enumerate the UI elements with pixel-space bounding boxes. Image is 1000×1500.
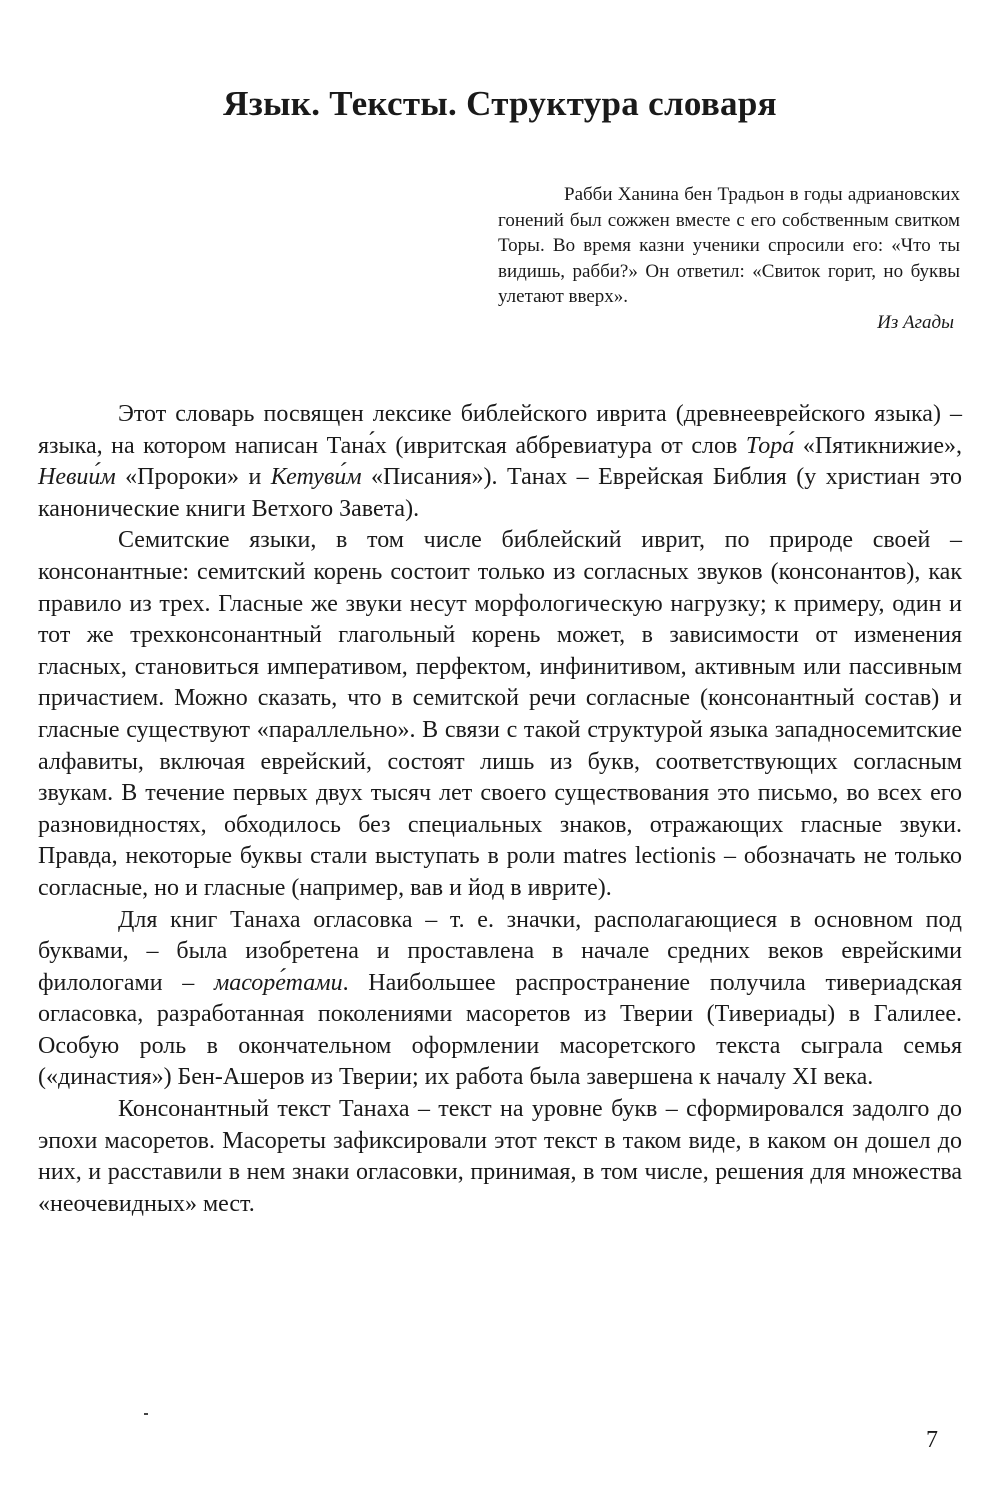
term-neviim: Невии́м [38, 464, 116, 491]
paragraph-text: «Писания»). Танах – Еврейская Библия (у христиан это канонические книги Ветхого Завета). [38, 464, 963, 522]
epigraph-text: Рабби Ханина бен Традьон в годы адриановских гонений был сожжен вместе с его собственным свитком Торы. Во время казни ученики спросили его: «Что ты видишь, рабби?» Он ответил: «Свиток горит, но буквы улетают вверх». [498, 184, 960, 307]
paragraph-text: «Пророки» и [115, 464, 271, 491]
paragraph-text: «Пятикнижие», [794, 432, 962, 459]
term-masorety: масоре́тами [213, 969, 343, 996]
paragraph-3 [38, 905, 962, 1095]
paragraph-1 [38, 399, 962, 525]
term-tora: Тора́ [745, 432, 795, 459]
epigraph [498, 182, 960, 335]
scan-artifact [144, 1413, 148, 1415]
body-text [38, 399, 962, 1220]
paragraph-4: Консонантный текст Танаха – текст на уровне букв – сформировался задолго до эпохи масоретов. Масореты зафиксировали этот текст в таком виде, в каком он дошел до них, и расставили в нем знаки огласовки, принимая, в том числе, решения для множества «неочевидных» мест. [38, 1096, 962, 1217]
paragraph-text: . Наибольшее распространение получила тивериадская огласовка, разработанная поколениями масоретов из Тверии (Тивериады) в Галилее. Особую роль в окончательном оформлении масоретского текста сыграла семья («династия») Бен-Ашеров из Тверии; их работа была завершена к началу XI века. [38, 969, 963, 1091]
paragraph-2: Семитские языки, в том числе библейский иврит, по природе своей – консонантные: семитский корень состоит только из согласных звуков (консонантов), как правило из трех. Гласные же звуки несут морфологическую нагрузку; к примеру, один и тот же трехконсонантный глагольный корень может, в зависимости от изменения гласных, становиться императивом, перфектом, инфинитивом, активным или пассивным причастием. Можно сказать, что в семитской речи согласные (консонантный состав) и гласные существуют «параллельно». В связи с такой структурой языка западносемитские алфавиты, включая еврейский, состоят лишь из букв, соответствующих согласным звукам. В течение первых двух тысяч лет своего существования это письмо, во всех его разновидностях, обходилось без специальных знаков, отражающих гласные звуки. Правда, некоторые буквы стали выступать в роли matres lectionis – обозначать не только согласные, но и гласные (например, вав и йод в иврите). [38, 527, 962, 901]
term-ketuvim: Кетуви́м [270, 464, 362, 491]
page-number: 7 [926, 1427, 938, 1453]
epigraph-source: Из Агады [877, 311, 954, 333]
page-title: Язык. Тексты. Структура словаря [223, 84, 777, 123]
paragraph-text: Этот словарь посвящен лексике библейского иврита (древнееврейского языка) – языка, на котором написан Тана́х (ивритская аббревиатура от слов [38, 401, 962, 459]
paragraph-text: Для книг Танаха огласовка – т. е. значки, располагающиеся в основном под буквами, – была изобретена и проставлена в начале средних веков еврейскими филологами – [38, 906, 962, 996]
